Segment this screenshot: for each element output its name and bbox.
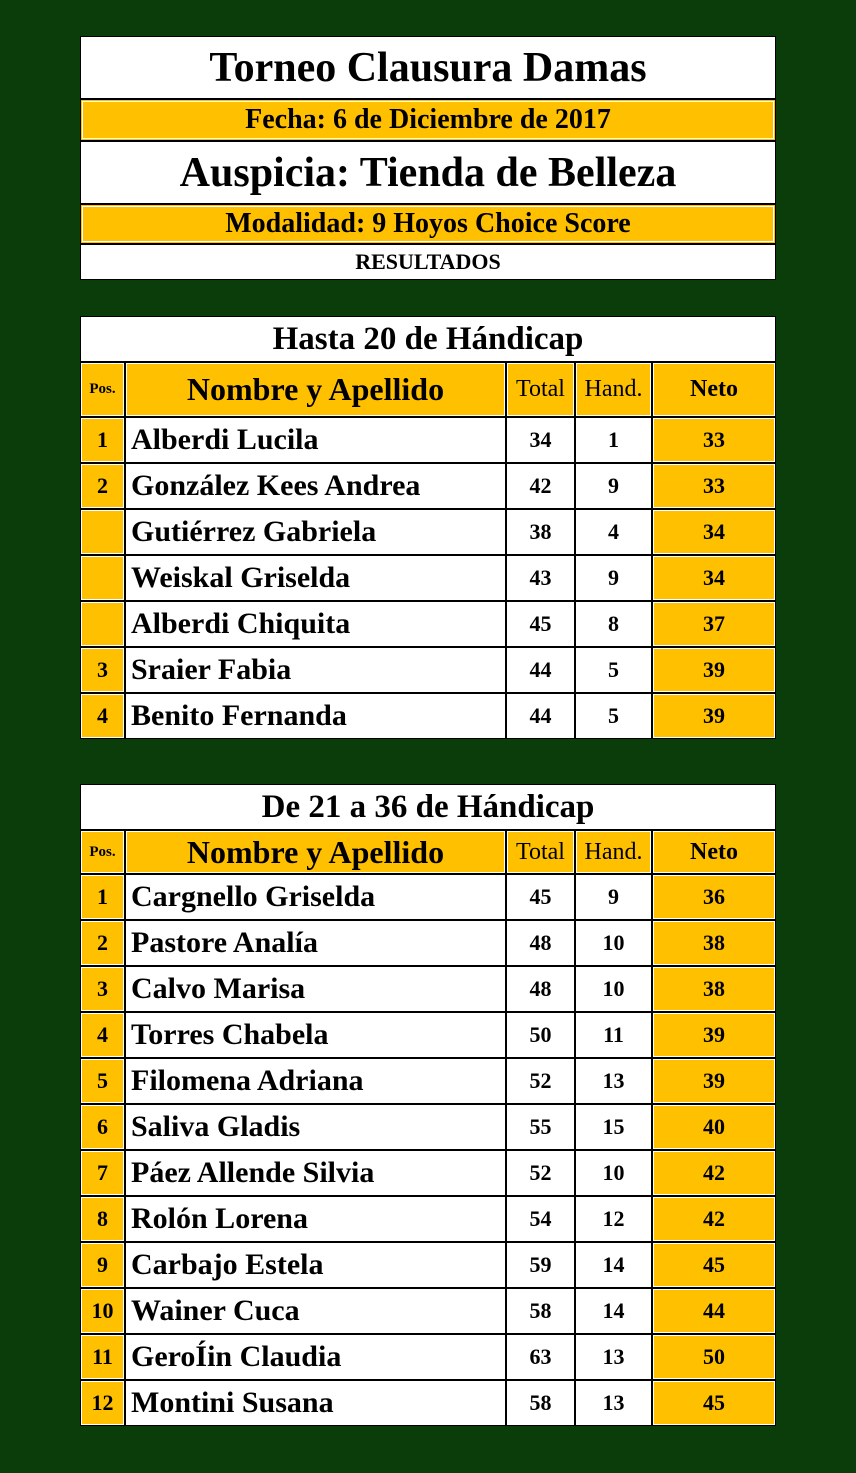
player-name-cell: Páez Allende Silvia: [125, 1150, 506, 1196]
tournament-date: Fecha: 6 de Diciembre de 2017: [80, 99, 776, 141]
col-total-header: Total: [506, 362, 575, 417]
handicap-cell: 13: [575, 1380, 652, 1426]
total-cell: 58: [506, 1288, 575, 1334]
table-row: [80, 647, 776, 693]
position-cell: 7: [80, 1150, 125, 1196]
total-cell: 44: [506, 647, 575, 693]
table-row: [80, 1288, 776, 1334]
total-cell: 55: [506, 1104, 575, 1150]
neto-cell: 38: [652, 966, 776, 1012]
handicap-cell: 9: [575, 463, 652, 509]
table-row: [80, 874, 776, 920]
neto-cell: 39: [652, 647, 776, 693]
position-cell: 4: [80, 1012, 125, 1058]
neto-cell: 45: [652, 1242, 776, 1288]
col-hand-header: Hand.: [575, 830, 652, 874]
player-name-cell: González Kees Andrea: [125, 463, 506, 509]
tournament-sponsor: Auspicia: Tienda de Belleza: [80, 141, 776, 204]
handicap-cell: 10: [575, 1150, 652, 1196]
player-name-cell: Saliva Gladis: [125, 1104, 506, 1150]
player-name-cell: Sraier Fabia: [125, 647, 506, 693]
position-cell: [80, 601, 125, 647]
table-row: [80, 693, 776, 739]
position-cell: 1: [80, 417, 125, 463]
player-name-cell: Montini Susana: [125, 1380, 506, 1426]
position-cell: 3: [80, 647, 125, 693]
player-name-cell: Wainer Cuca: [125, 1288, 506, 1334]
player-name-cell: Weiskal Griselda: [125, 555, 506, 601]
position-cell: [80, 555, 125, 601]
section-rows: [80, 874, 776, 1426]
col-name-header: Nombre y Apellido: [125, 830, 506, 874]
total-cell: 50: [506, 1012, 575, 1058]
handicap-cell: 14: [575, 1288, 652, 1334]
tournament-title: Torneo Clausura Damas: [80, 36, 776, 99]
table-row: [80, 1150, 776, 1196]
table-row: [80, 1242, 776, 1288]
handicap-cell: 9: [575, 555, 652, 601]
total-cell: 58: [506, 1380, 575, 1426]
col-neto-header: Neto: [652, 830, 776, 874]
handicap-cell: 4: [575, 509, 652, 555]
player-name-cell: Calvo Marisa: [125, 966, 506, 1012]
player-name-cell: Carbajo Estela: [125, 1242, 506, 1288]
neto-cell: 37: [652, 601, 776, 647]
total-cell: 48: [506, 966, 575, 1012]
position-cell: 10: [80, 1288, 125, 1334]
tournament-mode: Modalidad: 9 Hoyos Choice Score: [80, 204, 776, 244]
player-name-cell: Pastore Analía: [125, 920, 506, 966]
handicap-cell: 14: [575, 1242, 652, 1288]
total-cell: 52: [506, 1058, 575, 1104]
total-cell: 34: [506, 417, 575, 463]
table-row: [80, 1196, 776, 1242]
table-row: [80, 509, 776, 555]
table-row: [80, 463, 776, 509]
col-pos-header: Pos.: [80, 830, 125, 874]
total-cell: 42: [506, 463, 575, 509]
col-name-header: Nombre y Apellido: [125, 362, 506, 417]
total-cell: 54: [506, 1196, 575, 1242]
neto-cell: 50: [652, 1334, 776, 1380]
table-row: [80, 601, 776, 647]
handicap-cell: 5: [575, 693, 652, 739]
col-hand-header: Hand.: [575, 362, 652, 417]
total-cell: 45: [506, 874, 575, 920]
total-cell: 59: [506, 1242, 575, 1288]
handicap-cell: 11: [575, 1012, 652, 1058]
neto-cell: 34: [652, 509, 776, 555]
position-cell: 6: [80, 1104, 125, 1150]
position-cell: 12: [80, 1380, 125, 1426]
table-header-row: [80, 830, 776, 874]
position-cell: 2: [80, 463, 125, 509]
neto-cell: 38: [652, 920, 776, 966]
neto-cell: 42: [652, 1196, 776, 1242]
table-row: [80, 1104, 776, 1150]
neto-cell: 44: [652, 1288, 776, 1334]
position-cell: 9: [80, 1242, 125, 1288]
handicap-cell: 10: [575, 966, 652, 1012]
handicap-cell: 8: [575, 601, 652, 647]
table-row: [80, 1380, 776, 1426]
neto-cell: 39: [652, 1058, 776, 1104]
section-title: Hasta 20 de Hándicap: [80, 316, 776, 362]
col-total-header: Total: [506, 830, 575, 874]
neto-cell: 34: [652, 555, 776, 601]
handicap-cell: 1: [575, 417, 652, 463]
section-handicap-21-36: [80, 784, 776, 1426]
handicap-cell: 10: [575, 920, 652, 966]
position-cell: 8: [80, 1196, 125, 1242]
player-name-cell: Gutiérrez Gabriela: [125, 509, 506, 555]
neto-cell: 45: [652, 1380, 776, 1426]
position-cell: [80, 509, 125, 555]
neto-cell: 36: [652, 874, 776, 920]
table-row: [80, 1012, 776, 1058]
neto-cell: 39: [652, 693, 776, 739]
player-name-cell: GeroÍin Claudia: [125, 1334, 506, 1380]
table-row: [80, 555, 776, 601]
player-name-cell: Cargnello Griselda: [125, 874, 506, 920]
col-neto-header: Neto: [652, 362, 776, 417]
player-name-cell: Filomena Adriana: [125, 1058, 506, 1104]
total-cell: 52: [506, 1150, 575, 1196]
neto-cell: 42: [652, 1150, 776, 1196]
position-cell: 2: [80, 920, 125, 966]
total-cell: 44: [506, 693, 575, 739]
handicap-cell: 13: [575, 1334, 652, 1380]
player-name-cell: Rolón Lorena: [125, 1196, 506, 1242]
table-row: [80, 1058, 776, 1104]
results-label: RESULTADOS: [80, 244, 776, 280]
table-header-row: [80, 362, 776, 417]
results-table: [80, 362, 776, 739]
handicap-cell: 13: [575, 1058, 652, 1104]
neto-cell: 39: [652, 1012, 776, 1058]
position-cell: 1: [80, 874, 125, 920]
player-name-cell: Alberdi Chiquita: [125, 601, 506, 647]
position-cell: 5: [80, 1058, 125, 1104]
neto-cell: 40: [652, 1104, 776, 1150]
player-name-cell: Alberdi Lucila: [125, 417, 506, 463]
results-table: [80, 830, 776, 1426]
table-row: [80, 966, 776, 1012]
player-name-cell: Benito Fernanda: [125, 693, 506, 739]
table-row: [80, 1334, 776, 1380]
neto-cell: 33: [652, 417, 776, 463]
tournament-header: [80, 36, 776, 280]
total-cell: 43: [506, 555, 575, 601]
position-cell: 3: [80, 966, 125, 1012]
handicap-cell: 12: [575, 1196, 652, 1242]
table-row: [80, 920, 776, 966]
section-handicap-0-20: [80, 316, 776, 739]
section-rows: [80, 417, 776, 739]
handicap-cell: 5: [575, 647, 652, 693]
total-cell: 45: [506, 601, 575, 647]
section-title: De 21 a 36 de Hándicap: [80, 784, 776, 830]
total-cell: 38: [506, 509, 575, 555]
total-cell: 63: [506, 1334, 575, 1380]
player-name-cell: Torres Chabela: [125, 1012, 506, 1058]
total-cell: 48: [506, 920, 575, 966]
position-cell: 4: [80, 693, 125, 739]
position-cell: 11: [80, 1334, 125, 1380]
neto-cell: 33: [652, 463, 776, 509]
table-row: [80, 417, 776, 463]
handicap-cell: 15: [575, 1104, 652, 1150]
col-pos-header: Pos.: [80, 362, 125, 417]
handicap-cell: 9: [575, 874, 652, 920]
